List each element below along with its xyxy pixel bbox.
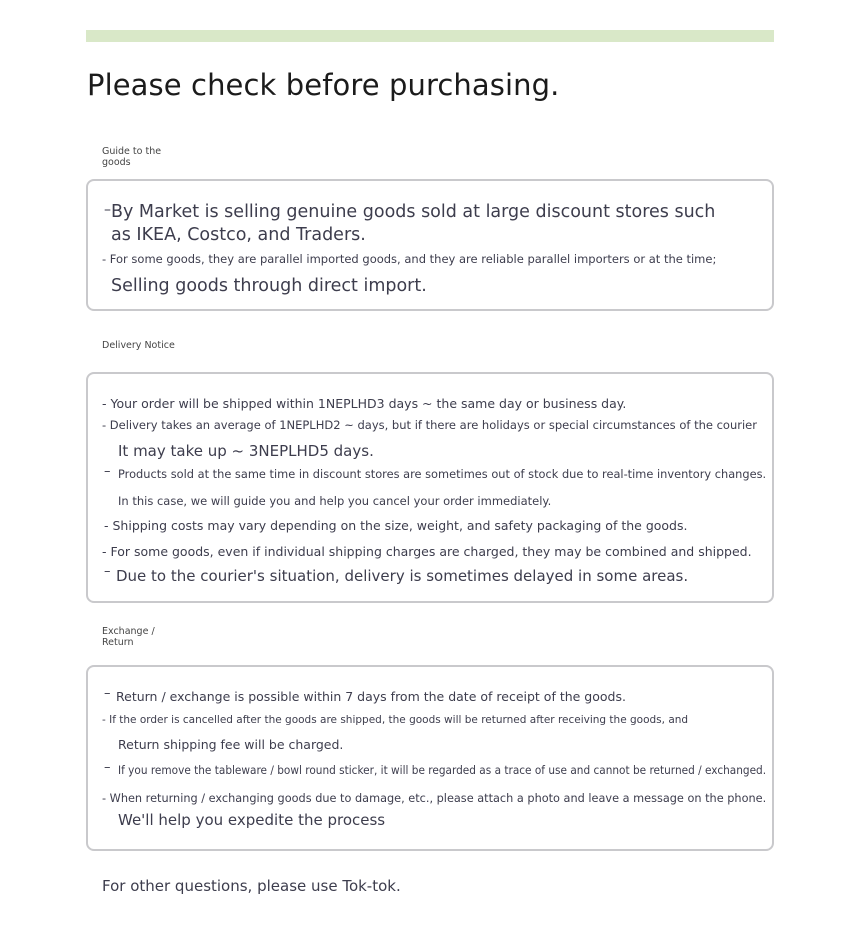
exchange-line-3: Return shipping fee will be charged. xyxy=(118,737,344,752)
delivery-line-6: - Shipping costs may vary depending on the size, weight, and safety packaging of the goods. xyxy=(104,518,688,533)
delivery-line-4: Products sold at the same time in discount stores are sometimes out of stock due to real-time inventory changes. xyxy=(118,467,767,481)
guide-line-1: By Market is selling genuine goods sold at large discount stores such xyxy=(111,202,716,222)
delivery-line-3: It may take up ~ 3NEPLHD5 days. xyxy=(118,442,374,460)
exchange-line-1: Return / exchange is possible within 7 days from the date of receipt of the goods. xyxy=(116,689,626,704)
page-title: Please check before purchasing. xyxy=(87,68,560,102)
dash-mark: – xyxy=(104,202,111,218)
section-label-exchange: Exchange / Return xyxy=(102,626,155,648)
dash-mark: – xyxy=(104,564,111,579)
delivery-line-8: Due to the courier's situation, delivery is sometimes delayed in some areas. xyxy=(116,567,689,585)
dash-mark: – xyxy=(104,686,111,701)
footer-note: For other questions, please use Tok-tok. xyxy=(102,877,401,895)
exchange-line-4: If you remove the tableware / bowl round sticker, it will be regarded as a trace of use and cannot be returned / exchanged. xyxy=(118,763,767,777)
section-label-delivery: Delivery Notice xyxy=(102,340,175,351)
exchange-line-5: - When returning / exchanging goods due to damage, etc., please attach a photo and leave a message on the phone. xyxy=(102,791,767,805)
delivery-line-1: - Your order will be shipped within 1NEPLHD3 days ~ the same day or business day. xyxy=(102,396,627,411)
guide-line-3: - For some goods, they are parallel imported goods, and they are reliable parallel importers or at the time; xyxy=(102,252,717,266)
dash-mark: – xyxy=(104,464,111,479)
exchange-line-6: We'll help you expedite the process xyxy=(118,811,386,829)
section-label-guide: Guide to the goods xyxy=(102,146,162,168)
guide-line-4: Selling goods through direct import. xyxy=(111,276,427,296)
guide-line-2: as IKEA, Costco, and Traders. xyxy=(111,225,366,245)
top-accent-bar xyxy=(86,30,774,42)
dash-mark: – xyxy=(104,760,111,775)
delivery-line-7: - For some goods, even if individual shipping charges are charged, they may be combined and shipped. xyxy=(102,544,752,559)
delivery-line-5: In this case, we will guide you and help you cancel your order immediately. xyxy=(118,494,552,508)
exchange-line-2: - If the order is cancelled after the goods are shipped, the goods will be returned after receiving the goods, and xyxy=(102,714,689,726)
delivery-line-2: - Delivery takes an average of 1NEPLHD2 ~ days, but if there are holidays or special circumstances of the courier xyxy=(102,418,757,432)
